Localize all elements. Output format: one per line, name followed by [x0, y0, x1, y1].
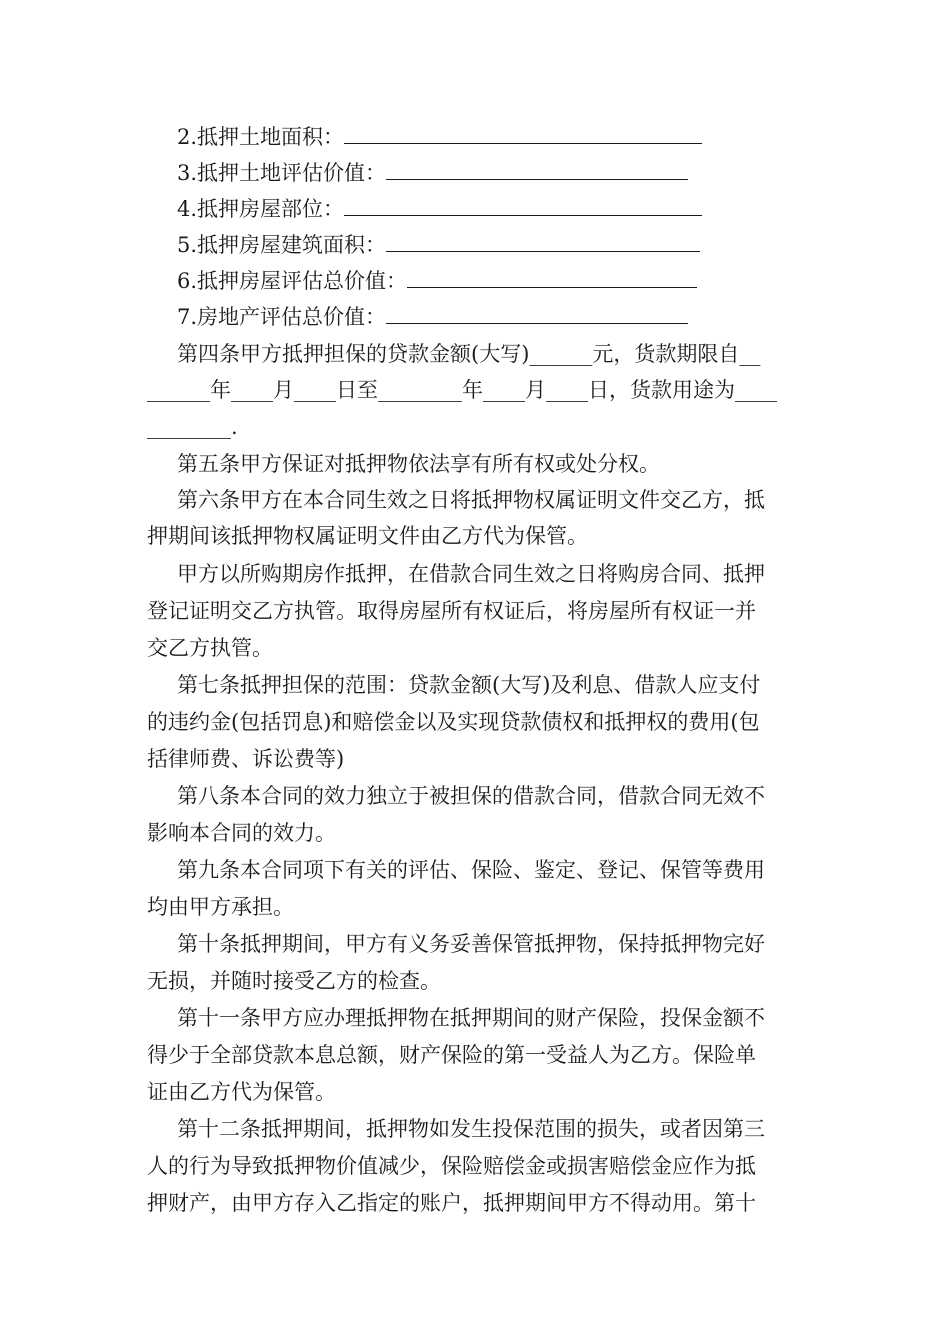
- blank-line: [407, 265, 697, 288]
- article-7-line-2: 的违约金(包括罚息)和赔偿金以及实现贷款债权和抵押权的费用(包: [147, 710, 760, 734]
- article-4-line-3: ________.: [147, 415, 238, 439]
- article-8-line-2: 影响本合同的效力。: [147, 821, 336, 845]
- item-land-area: 2.抵押土地面积：: [177, 119, 807, 155]
- paragraph-presale-line-2: 登记证明交乙方执管。取得房屋所有权证后，将房屋所有权证一并: [147, 599, 756, 623]
- article-10-line-1: 第十条抵押期间，甲方有义务妥善保管抵押物，保持抵押物完好: [177, 932, 765, 956]
- article-12-line-2: 人的行为导致抵押物价值减少，保险赔偿金或损害赔偿金应作为抵: [147, 1154, 756, 1178]
- article-4-line-1: 第四条甲方抵押担保的贷款金额(大写)______元，货款期限自__: [177, 342, 761, 366]
- blank-line: [386, 157, 688, 180]
- article-7-line-3: 括律师费、诉讼费等): [147, 747, 345, 771]
- article-10-line-2: 无损，并随时接受乙方的检查。: [147, 969, 441, 993]
- article-7-line-1: 第七条抵押担保的范围：贷款金额(大写)及利息、借款人应支付: [177, 673, 761, 697]
- article-12-line-1: 第十二条抵押期间，抵押物如发生投保范围的损失，或者因第三: [177, 1117, 765, 1141]
- article-9-line-1: 第九条本合同项下有关的评估、保险、鉴定、登记、保管等费用: [177, 858, 765, 882]
- blank-line: [344, 121, 702, 144]
- blank-line: [344, 193, 702, 216]
- item-estate-total-value: 7.房地产评估总价值：: [177, 299, 807, 335]
- article-5: 第五条甲方保证对抵押物依法享有所有权或处分权。: [177, 452, 660, 476]
- article-9-line-2: 均由甲方承担。: [147, 895, 294, 919]
- article-12-line-3: 押财产，由甲方存入乙指定的账户，抵押期间甲方不得动用。第十: [147, 1191, 756, 1215]
- paragraph-presale-line-3: 交乙方执管。: [147, 636, 273, 660]
- item-land-value: 3.抵押土地评估价值：: [177, 155, 807, 191]
- paragraph-presale-line-1: 甲方以所购期房作抵押，在借款合同生效之日将购房合同、抵押: [177, 562, 765, 586]
- article-11-line-2: 得少于全部贷款本息总额，财产保险的第一受益人为乙方。保险单: [147, 1043, 756, 1067]
- article-6-line-1: 第六条甲方在本合同生效之日将抵押物权属证明文件交乙方，抵: [177, 488, 765, 512]
- article-4-line-2: ______年____月____日至________年____月____日，货款用途为____: [147, 378, 777, 402]
- article-11-line-1: 第十一条甲方应办理抵押物在抵押期间的财产保险，投保金额不: [177, 1006, 765, 1030]
- blank-line: [386, 301, 688, 324]
- item-house-area: 5.抵押房屋建筑面积：: [177, 227, 807, 263]
- article-8-line-1: 第八条本合同的效力独立于被担保的借款合同，借款合同无效不: [177, 784, 765, 808]
- item-house-location: 4.抵押房屋部位：: [177, 191, 807, 227]
- item-house-total-value: 6.抵押房屋评估总价值：: [177, 263, 807, 299]
- article-6-line-2: 押期间该抵押物权属证明文件由乙方代为保管。: [147, 524, 588, 548]
- blank-line: [386, 229, 700, 252]
- article-11-line-3: 证由乙方代为保管。: [147, 1080, 336, 1104]
